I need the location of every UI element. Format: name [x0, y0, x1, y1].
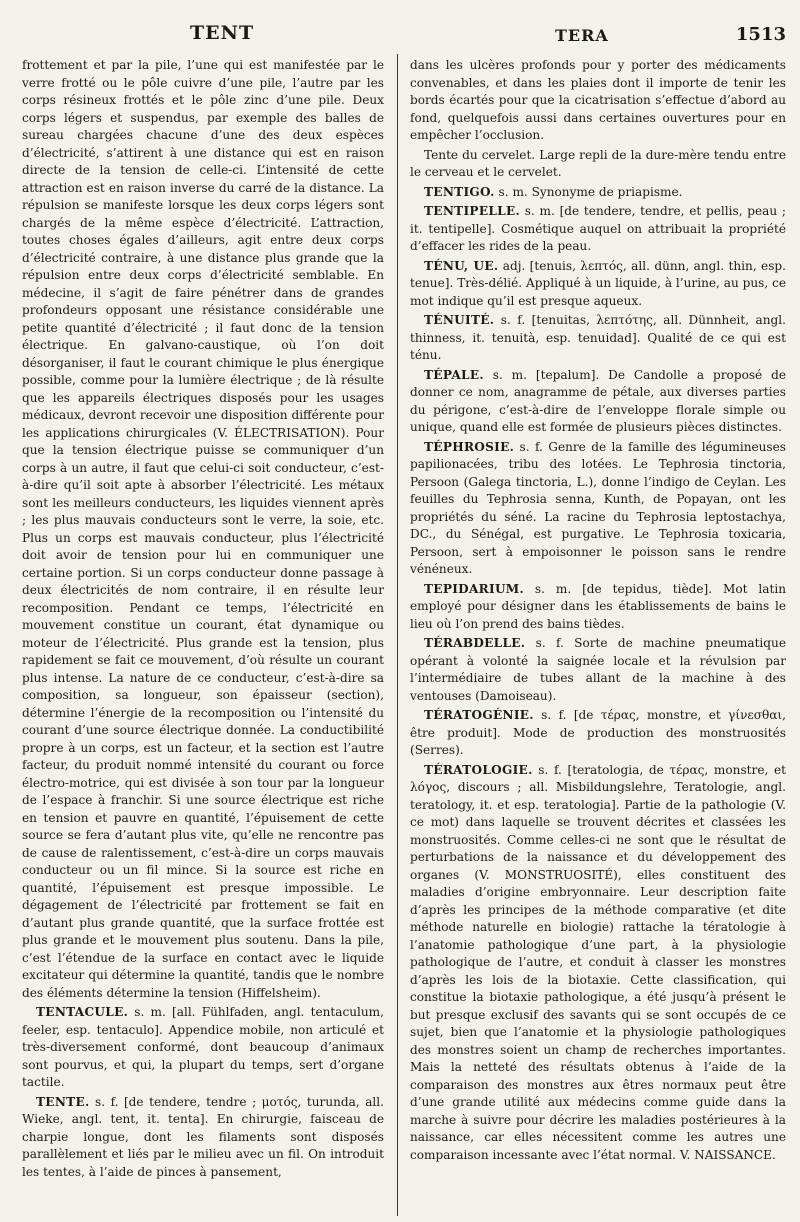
- entry-body: s. f. [de τέρας, monstre, et γίνεσθαι, être produit]. Mode de production des monstruosités (Serres).: [410, 708, 786, 757]
- entry-body: adj. [tenuis, λεπτός, all. dünn, angl. thin, esp. tenue]. Très-délié. Appliqué à un liquide, à l’urine, au pus, ce mot indique qu’il est presque aqueux.: [410, 258, 787, 308]
- entry-terabdelle: [410, 635, 786, 705]
- headword: TÉPHROSIE.: [424, 439, 515, 454]
- entry-body: s. f. Genre de la famille des légumineuses papilionacées, tribu des lotées. Le Tephrosia tinctoria, Persoon (Galega tinctoria, L.), donne l’indigo de Ceylan. Les feuilles du Tephrosia senna, Kunth, de Popayan, ont les propriétés du séné. La racine du Tephrosia leptostachya, DC., du Sénégal, est purgative. Le Tephrosia toxicaria, Persoon, sert à empoisonner le poisson sans le rendre vénéneux.: [410, 439, 786, 576]
- column-divider: [397, 54, 398, 1216]
- headword: TENTACULE.: [36, 1005, 129, 1019]
- entry-teratogenie: [410, 707, 786, 760]
- entry-body: s. m. [tepalum]. De Candolle a proposé de donner ce nom, anagramme de pétale, aux diverses parties du périgone, c’est-à-dire de l’enveloppe florale simple ou unique, quand elle est formée de plusieurs pièces distinctes.: [410, 367, 786, 434]
- headword: TÉPALE.: [424, 367, 484, 382]
- headword: TENTIGO.: [424, 184, 495, 199]
- left-guide-word: TENT: [190, 22, 255, 44]
- entry-body: s. m. [de tepidus, tiède]. Mot latin employé pour désigner dans les établissements de bains le lieu où l’on prend des bains tièdes.: [410, 581, 786, 631]
- entry-tente: [22, 1094, 384, 1182]
- running-head: [0, 22, 800, 52]
- entry-tentipelle: [410, 203, 786, 256]
- entry-tephrosie: [410, 439, 786, 579]
- headword: TÉRABDELLE.: [424, 636, 526, 650]
- headword: TÉRATOLOGIE.: [424, 762, 533, 777]
- left-column: [22, 57, 384, 1217]
- entry-tentigo: [410, 184, 786, 202]
- entry-body: s. f. [tenuitas, λεπτότης, all. Dünnheit, angl. thinness, it. tenuità, esp. tenuidad]. Qualité de ce qui est ténu.: [410, 313, 786, 362]
- entry-tenuite: [410, 312, 786, 365]
- entry-body: s. f. [de tendere, tendre ; μοτός, turunda, all. Wieke, angl. tent, it. tenta]. En chirurgie, faisceau de charpie longue, dont les filaments sont disposés parallèlement et liés par le milieu avec un fil. On introduit les tentes, à l’aide de pinces à pansement,: [22, 1094, 384, 1179]
- headword: TÉNUITÉ.: [424, 313, 495, 327]
- headword: TENTE.: [36, 1094, 90, 1109]
- paragraph-tente-continued: dans les ulcères profonds pour y porter des médicaments convenables, et dans les plaies dont il importe de tenir les bords écartés pour que la cicatrisation s’effectue d’abord au fond, quelquefois aussi dans certaines ouvertures pour en empêcher l’occlusion.: [410, 58, 786, 142]
- entry-body: s. f. [teratologia, de τέρας, monstre, et λόγος, discours ; all. Misbildungslehre, Teratologie, angl. teratology, it. et esp. teratologia]. Partie de la pathologie (V. ce mot) dans laquelle se trouvent décrites et classées les monstruosités. Comme celles-ci ne sont que le résultat de perturbations de la naissance et du développement des organes (V. MONSTRUOSITÉ), elles constituent des maladies d’origine embryonnaire. Leur description faite d’après les principes de la méthode comparative (et dite méthode naturelle en biologie) rattache la tératologie à l’anatomie pathologique d’une part, à la physiologie pathologique de l’autre, et conduit à classer les monstres d’après les lois de la biotaxie. Cette classification, qui constitue la biotaxie pathologique, a été jusqu’à présent le but presque exclusif des savants qui se sont occupés de ce sujet, bien que l’anatomie et la physiologie pathologiques des monstres soient un champ de recherches importantes. Mais la netteté des résultats obtenus à l’aide de la comparaison des monstres aux êtres normaux peut être d’une grande utilité aux médecins comme guide dans la marche à suivre pour décrire les maladies postérieures à la naissance, car elles nécessitent comme les autres une comparaison incessante avec l’état normal. V. NAISSANCE.: [410, 762, 786, 1162]
- entry-tepidarium: [410, 581, 786, 634]
- headword: TEPIDARIUM.: [424, 581, 524, 596]
- entry-body: s. m. [de tendere, tendre, et pellis, peau ; it. tentipelle]. Cosmétique auquel on attribuait la propriété d’effacer les rides de la peau.: [410, 204, 786, 253]
- headword: TÉNU, UE.: [424, 258, 499, 273]
- entry-tepale: [410, 367, 786, 437]
- right-column: [410, 57, 786, 1217]
- right-guide-word: TERA: [555, 26, 609, 45]
- entry-tenu: [410, 258, 786, 311]
- headword: TÉRATOGÉNIE.: [424, 708, 534, 722]
- entry-tentacule: [22, 1004, 384, 1092]
- headword: TENTIPELLE.: [424, 204, 520, 218]
- page-number: 1513: [735, 24, 786, 45]
- entry-body: s. f. Sorte de machine pneumatique opérant à volonté la saignée locale et la révulsion par l’intermédiaire de tubes allant de la machine à des ventouses (Damoiseau).: [410, 636, 786, 703]
- entry-teratologie: [410, 762, 786, 1165]
- entry-body: s. m. Synonyme de priapisme.: [494, 184, 683, 199]
- paragraph-tension-continued: frottement et par la pile, l’une qui est manifestée par le verre frotté ou le pôle cuivre d’une pile, l’autre par les corps résineux frottés et le pôle zinc d’une pile. Deux corps légers et suspendus, par exemple des balles de sureau chargées chacune d’une des deux espèces d’électricité, s’attirent à une distance qui est en raison directe de la tension de celle-ci. L’intensité de cette attraction est en raison inverse du carré de la distance. La répulsion se manifeste lorsque les deux corps légers sont chargés de la même espèce d’électricité. L’attraction, toutes choses égales d’ailleurs, agit entre deux corps d’électricité contraire, à une distance plus grande que la répulsion entre deux corps d’électricité semblable. En médecine, il s’agit de faire pénétrer dans de grandes profondeurs opposant une résistance considérable une petite quantité d’électricité ; il faut donc de la tension électrique. En galvano-caustique, où l’on doit désorganiser, il faut le courant chimique le plus énergique possible, comme pour la lumière électrique ; de là résulte que les appareils électriques disposés pour les usages médicaux, devront recevoir une disposition différente pour les applications chirurgicales (V. ÉLECTRISATION). Pour que la tension électrique puisse se communiquer d’un corps à un autre, il faut que celui-ci soit conducteur, c’est-à-dire qu’il soit apte à absorber l’électricité. Les métaux sont les meilleurs conducteurs, les liquides viennent après ; les plus mauvais conducteurs sont le verre, la soie, etc. Plus un corps est mauvais conducteur, plus l’électricité doit avoir de tension pour lui en communiquer une certaine portion. Si un corps conducteur donne passage à deux électricités de nom contraire, il en résulte leur recomposition. Pendant ce temps, l’électricité en mouvement constitue un courant, état dynamique ou moteur de l’électricité. Plus grande est la tension, plus rapidement se fait ce mouvement, d’où résulte un courant plus intense. La nature de ce conducteur, c’est-à-dire sa composition, sa longueur, son épaisseur (section), détermine l’énergie de la recomposition ou l’intensité du courant d’une source électrique donnée. La conductibilité propre à un corps, est un facteur, et la section est l’autre facteur, du produit nommé intensité du courant ou force électro-motrice, qui est divisée à son tour par la longueur de l’espace à franchir. Si une source électrique est riche en tension et pauvre en quantité, l’épuisement de cette source se fera d’autant plus vite, qu’elle ne rencontre pas de cause de ralentissement, c’est-à-dire un corps mauvais conducteur ou un fil mince. Si la source est riche en quantité, l’épuisement est presque impossible. Le dégagement de l’électricité par frottement se fait en d’autant plus grande quantité, que la surface frottée est plus grande et le mouvement plus soutenu. Dans la pile, c’est l’étendue de la surface en contact avec le liquide excitateur qui détermine la quantité, tandis que le nombre des éléments détermine la tension (Hiffelsheim).: [22, 58, 384, 1000]
- paragraph-tente-du-cervelet: Tente du cervelet. Large repli de la dure-mère tendu entre le cerveau et le cervelet.: [410, 147, 786, 179]
- entry-body: s. m. [all. Fühlfaden, angl. tentaculum, feeler, esp. tentaculo]. Appendice mobile, non articulé et très-diversement conformé, dont beaucoup d’animaux sont pourvus, et qui, la plupart du temps, sert d’organe tactile.: [22, 1005, 384, 1089]
